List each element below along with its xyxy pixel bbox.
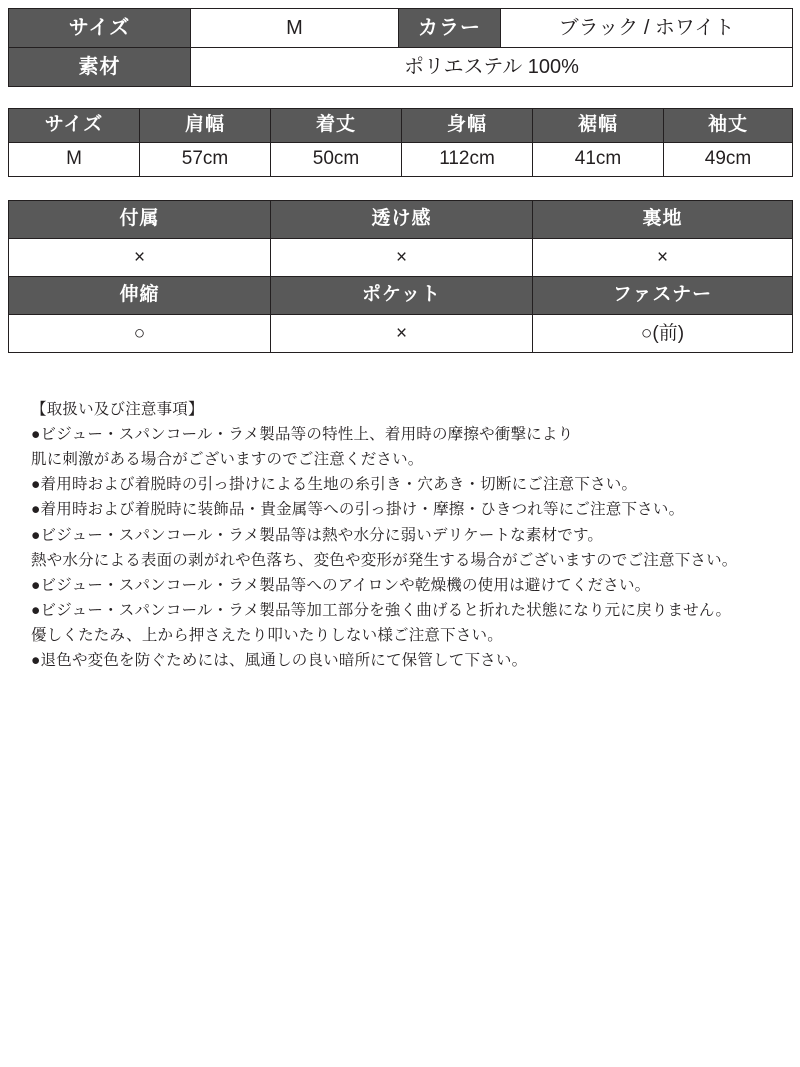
measure-header-bust: 身幅 <box>402 109 533 143</box>
feature-value-stretch: ○ <box>9 315 271 353</box>
table-row <box>9 315 793 353</box>
measure-header-length: 着丈 <box>271 109 402 143</box>
feature-value-pocket: × <box>271 315 533 353</box>
measure-header-size: サイズ <box>9 109 140 143</box>
table-row <box>9 143 793 177</box>
feature-header-pocket: ポケット <box>271 277 533 315</box>
color-label: カラー <box>399 9 501 48</box>
size-value: M <box>191 9 399 48</box>
measure-value-sleeve: 49cm <box>664 143 793 177</box>
measure-header-shoulder: 肩幅 <box>140 109 271 143</box>
notes-line: ●着用時および着脱時に装飾品・貴金属等への引っ掛け・摩擦・ひきつれ等にご注意下さい。 <box>31 501 685 519</box>
feature-header-lining: 裏地 <box>533 201 793 239</box>
feature-value-lining: × <box>533 239 793 277</box>
feature-header-zipper: ファスナー <box>533 277 793 315</box>
table-row <box>9 9 793 48</box>
measure-header-sleeve: 袖丈 <box>664 109 793 143</box>
notes-line: ●着用時および着脱時の引っ掛けによる生地の糸引き・穴あき・切断にご注意下さい。 <box>31 476 638 494</box>
color-value: ブラック / ホワイト <box>501 9 793 48</box>
measurements-table <box>8 108 793 177</box>
features-table <box>8 200 793 353</box>
notes-line: ●退色や変色を防ぐためには、風通しの良い暗所にて保管して下さい。 <box>31 652 528 670</box>
care-notes <box>8 397 792 673</box>
table-row <box>9 48 793 87</box>
measure-value-hem: 41cm <box>533 143 664 177</box>
measure-value-bust: 112cm <box>402 143 533 177</box>
material-label: 素材 <box>9 48 191 87</box>
table-header-row <box>9 201 793 239</box>
notes-line: ●ビジュー・スパンコール・ラメ製品等は熱や水分に弱いデリケートな素材です。 <box>31 526 604 544</box>
feature-header-sheerness: 透け感 <box>271 201 533 239</box>
notes-line: 熱や水分による表面の剥がれや色落ち、変色や変形が発生する場合がございますのでご注意下さい。 <box>31 551 738 569</box>
feature-value-zipper: ○(前) <box>533 315 793 353</box>
notes-line: ●ビジュー・スパンコール・ラメ製品等の特性上、着用時の摩擦や衝撃により <box>31 426 574 444</box>
measure-header-hem: 裾幅 <box>533 109 664 143</box>
notes-line: ●ビジュー・スパンコール・ラメ製品等へのアイロンや乾燥機の使用は避けてください。 <box>31 576 651 594</box>
notes-line: ●ビジュー・スパンコール・ラメ製品等加工部分を強く曲げると折れた状態になり元に戻りません。 <box>31 601 732 619</box>
notes-line: 肌に刺激がある場合がございますのでご注意ください。 <box>31 451 424 469</box>
basic-spec-table <box>8 8 793 87</box>
feature-value-accessory: × <box>9 239 271 277</box>
measure-value-shoulder: 57cm <box>140 143 271 177</box>
notes-line: 優しくたたみ、上から押さえたり叩いたりしない様ご注意下さい。 <box>31 626 503 644</box>
material-value: ポリエステル 100% <box>191 48 793 87</box>
measure-value-size: M <box>9 143 140 177</box>
table-header-row <box>9 109 793 143</box>
feature-header-stretch: 伸縮 <box>9 277 271 315</box>
table-header-row <box>9 277 793 315</box>
feature-header-accessory: 付属 <box>9 201 271 239</box>
size-label: サイズ <box>9 9 191 48</box>
table-row <box>9 239 793 277</box>
feature-value-sheerness: × <box>271 239 533 277</box>
notes-title: 【取扱い及び注意事項】 <box>31 401 204 418</box>
measure-value-length: 50cm <box>271 143 402 177</box>
